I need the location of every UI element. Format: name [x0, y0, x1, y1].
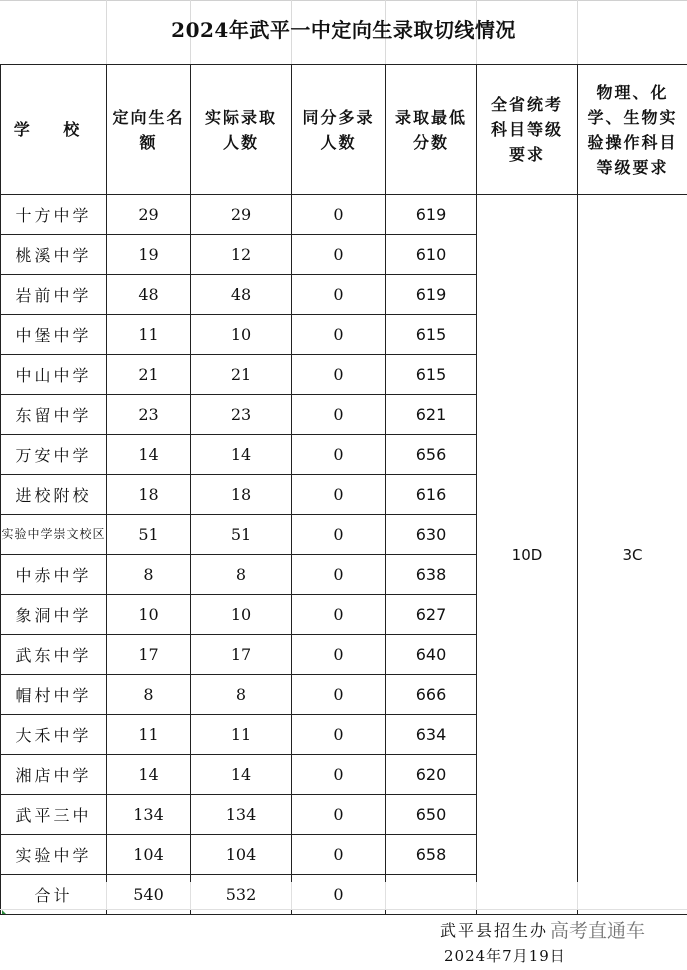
- cell-tied: 0: [292, 715, 386, 755]
- header-quota-text: 定向生名额: [112, 107, 185, 152]
- cell-school: 象洞中学: [1, 595, 107, 635]
- watermark: 高考直通车: [548, 916, 647, 943]
- cell-quota: 14: [107, 435, 191, 475]
- header-admitted-text: 实际录取人数: [204, 107, 277, 152]
- cell-admitted: 48: [191, 275, 292, 315]
- header-row: [1, 65, 687, 195]
- cell-tied: 0: [292, 315, 386, 355]
- header-school: 学 校: [1, 65, 107, 195]
- cell-quota: 8: [107, 675, 191, 715]
- cell-school: 万安中学: [1, 435, 107, 475]
- cell-school: 东留中学: [1, 395, 107, 435]
- header-tied: [292, 65, 386, 195]
- cell-quota: 19: [107, 235, 191, 275]
- cell-quota: 21: [107, 355, 191, 395]
- cell-min-score: 666: [386, 675, 477, 715]
- cell-min-score: 615: [386, 315, 477, 355]
- admission-table: [0, 64, 687, 915]
- cell-min-score: 619: [386, 195, 477, 235]
- cell-admitted: 12: [191, 235, 292, 275]
- grid-line: [291, 882, 292, 910]
- header-exam-req: [477, 65, 578, 195]
- cell-min-score: 627: [386, 595, 477, 635]
- grid-line: [106, 882, 107, 910]
- cell-quota: 11: [107, 315, 191, 355]
- header-quota: [107, 65, 191, 195]
- table-row: [1, 195, 687, 235]
- cell-school: 进校附校: [1, 475, 107, 515]
- cell-quota: 18: [107, 475, 191, 515]
- grid-line: [385, 882, 386, 910]
- grid-line: [190, 882, 191, 910]
- cell-quota: 48: [107, 275, 191, 315]
- grid-line: [476, 882, 477, 910]
- cell-quota: 104: [107, 835, 191, 875]
- cell-tied: 0: [292, 635, 386, 675]
- cell-quota: 134: [107, 795, 191, 835]
- cell-admitted: 21: [191, 355, 292, 395]
- cell-admitted: 51: [191, 515, 292, 555]
- cell-admitted: 29: [191, 195, 292, 235]
- cell-tied: 0: [292, 675, 386, 715]
- cell-exam-requirement: 10D: [477, 195, 578, 915]
- header-min-score-text: 录取最低分数: [394, 107, 467, 152]
- cell-admitted: 104: [191, 835, 292, 875]
- grid-line: [0, 909, 687, 910]
- cell-admitted: 23: [191, 395, 292, 435]
- cell-quota: 11: [107, 715, 191, 755]
- cell-admitted: 10: [191, 595, 292, 635]
- cell-admitted: 14: [191, 435, 292, 475]
- cell-school: 实验中学: [1, 835, 107, 875]
- header-exam-req-text: 全省统考科目等级要求: [490, 95, 563, 164]
- cell-school: 湘店中学: [1, 755, 107, 795]
- cell-school: 中堡中学: [1, 315, 107, 355]
- issuing-office: 武平县招生办: [440, 921, 549, 940]
- header-min-score: [386, 65, 477, 195]
- cell-tied: 0: [292, 795, 386, 835]
- cell-marker-icon: [2, 910, 6, 914]
- cell-tied: 0: [292, 755, 386, 795]
- cell-tied: 0: [292, 395, 386, 435]
- cell-tied: 0: [292, 435, 386, 475]
- grid-line: [577, 882, 578, 910]
- cell-tied: 0: [292, 275, 386, 315]
- cell-lab-requirement: 3C: [578, 195, 687, 915]
- cell-tied: 0: [292, 195, 386, 235]
- cell-school: 十方中学: [1, 195, 107, 235]
- cell-min-score: 620: [386, 755, 477, 795]
- cell-quota: 29: [107, 195, 191, 235]
- cell-min-score: 640: [386, 635, 477, 675]
- cell-quota: 10: [107, 595, 191, 635]
- cell-school: 武东中学: [1, 635, 107, 675]
- cell-admitted: 134: [191, 795, 292, 835]
- cell-school: 实验中学崇文校区: [1, 515, 107, 555]
- cell-admitted: 18: [191, 475, 292, 515]
- cell-school: 帽村中学: [1, 675, 107, 715]
- cell-school: 桃溪中学: [1, 235, 107, 275]
- header-tied-text: 同分多录人数: [302, 107, 375, 152]
- cell-school: 大禾中学: [1, 715, 107, 755]
- cell-min-score: 610: [386, 235, 477, 275]
- cell-total-admitted: 532: [191, 875, 292, 915]
- cell-min-score: 615: [386, 355, 477, 395]
- cell-tied: 0: [292, 555, 386, 595]
- cell-tied: 0: [292, 475, 386, 515]
- page-title: 2024年武平一中定向生录取切线情况: [171, 18, 516, 42]
- cell-min-score: 650: [386, 795, 477, 835]
- cell-min-score: 621: [386, 395, 477, 435]
- cell-min-score: 638: [386, 555, 477, 595]
- cell-quota: 17: [107, 635, 191, 675]
- cell-admitted: 11: [191, 715, 292, 755]
- issue-date: 2024年7月19日: [444, 947, 566, 965]
- cell-admitted: 8: [191, 675, 292, 715]
- cell-tied: 0: [292, 355, 386, 395]
- cell-min-score: 656: [386, 435, 477, 475]
- cell-school: 中山中学: [1, 355, 107, 395]
- top-border: [0, 0, 687, 1]
- cell-school: 武平三中: [1, 795, 107, 835]
- header-lab-req-text: 物理、化学、生物实验操作科目等级要求: [587, 82, 678, 177]
- cell-school: 岩前中学: [1, 275, 107, 315]
- cell-min-score: 658: [386, 835, 477, 875]
- header-lab-req: [578, 65, 687, 195]
- cell-min-score: 619: [386, 275, 477, 315]
- cell-min-score: 616: [386, 475, 477, 515]
- cell-tied: 0: [292, 235, 386, 275]
- cell-quota: 14: [107, 755, 191, 795]
- cell-admitted: 17: [191, 635, 292, 675]
- cell-school: 中赤中学: [1, 555, 107, 595]
- cell-min-score: 634: [386, 715, 477, 755]
- cell-quota: 8: [107, 555, 191, 595]
- cell-total-label: 合计: [1, 875, 107, 915]
- table-body: [1, 195, 687, 915]
- cell-min-score: 630: [386, 515, 477, 555]
- cell-tied: 0: [292, 835, 386, 875]
- cell-quota: 23: [107, 395, 191, 435]
- cell-admitted: 14: [191, 755, 292, 795]
- cell-admitted: 10: [191, 315, 292, 355]
- cell-total-tied: 0: [292, 875, 386, 915]
- cell-tied: 0: [292, 595, 386, 635]
- cell-quota: 51: [107, 515, 191, 555]
- header-admitted: [191, 65, 292, 195]
- cell-tied: 0: [292, 515, 386, 555]
- cell-admitted: 8: [191, 555, 292, 595]
- cell-total-quota: 540: [107, 875, 191, 915]
- footer-grid: [0, 882, 687, 910]
